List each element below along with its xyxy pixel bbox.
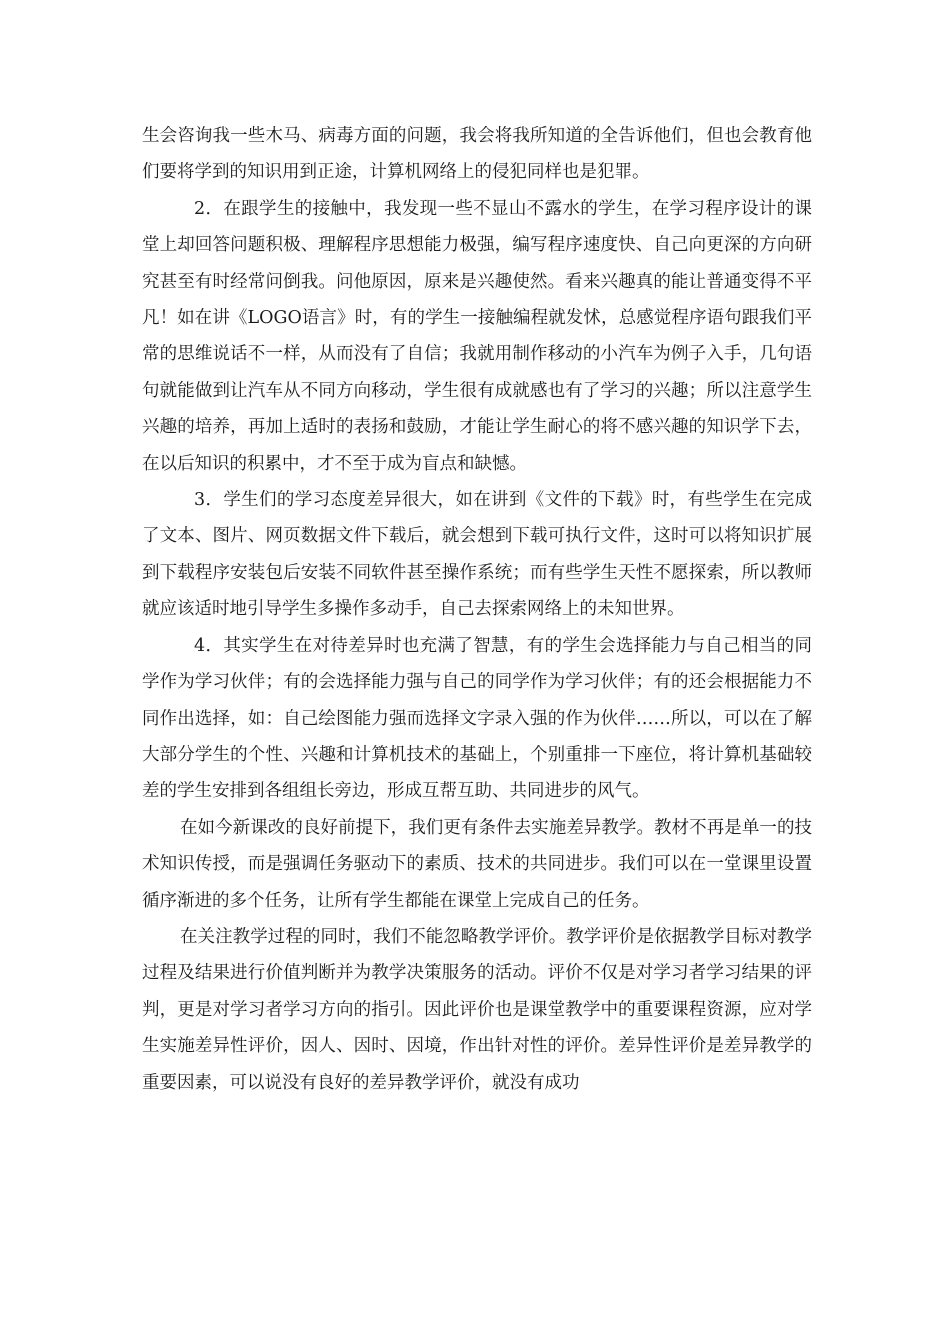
paragraph-continuation: 生会咨询我一些木马、病毒方面的问题，我会将我所知道的全告诉他们，但也会教育他们要将学到的知识用到正途，计算机网络上的侵犯同样也是犯罪。: [142, 126, 812, 183]
document-body: [142, 118, 812, 1101]
paragraph-point-2: 2．在跟学生的接触中，我发现一些不显山不露水的学生，在学习程序设计的课堂上却回答问题积极、理解程序思想能力极强，编写程序速度快、自己向更深的方向研究甚至有时经常问倒我。问他原因，原来是兴趣使然。看来兴趣真的能让普通变得不平凡！如在讲《LOGO语言》时，有的学生一接触编程就发怵，总感觉程序语句跟我们平常的思维说话不一样，从而没有了自信；我就用制作移动的小汽车为例子入手，几句语句就能做到让汽车从不同方向移动，学生很有成就感也有了学习的兴趣；所以注意学生兴趣的培养，再加上适时的表扬和鼓励，才能让学生耐心的将不感兴趣的知识学下去，在以后知识的积累中，才不至于成为盲点和缺憾。: [142, 198, 812, 474]
paragraph-evaluation: 在关注教学过程的同时，我们不能忽略教学评价。教学评价是依据教学目标对教学过程及结果进行价值判断并为教学决策服务的活动。评价不仅是对学习者学习结果的评判，更是对学习者学习方向的指引。因此评价也是课堂教学中的重要课程资源，应对学生实施差异性评价，因人、因时、因境，作出针对性的评价。差异性评价是差异教学的重要因素，可以说没有良好的差异教学评价，就没有成功: [142, 926, 812, 1093]
paragraph-new-curriculum: 在如今新课改的良好前提下，我们更有条件去实施差异教学。教材不再是单一的技术知识传授，而是强调任务驱动下的素质、技术的共同进步。我们可以在一堂课里设置循序渐进的多个任务，让所有学生都能在课堂上完成自己的任务。: [142, 817, 812, 911]
paragraph-point-3: 3．学生们的学习态度差异很大，如在讲到《文件的下载》时，有些学生在完成了文本、图片、网页数据文件下载后，就会想到下载可执行文件，这时可以将知识扩展到下载程序安装包后安装不同软件甚至操作系统；而有些学生天性不愿探索，所以教师就应该适时地引导学生多操作多动手，自己去探索网络上的未知世界。: [142, 490, 812, 620]
paragraph-point-4: 4．其实学生在对待差异时也充满了智慧，有的学生会选择能力与自己相当的同学作为学习伙伴；有的会选择能力强与自己的同学作为学习伙伴；有的还会根据能力不同作出选择，如：自己绘图能力强而选择文字录入强的作为伙伴……所以，可以在了解大部分学生的个性、兴趣和计算机技术的基础上，个别重排一下座位，将计算机基础较差的学生安排到各组组长旁边，形成互帮互助、共同进步的风气。: [142, 635, 812, 802]
